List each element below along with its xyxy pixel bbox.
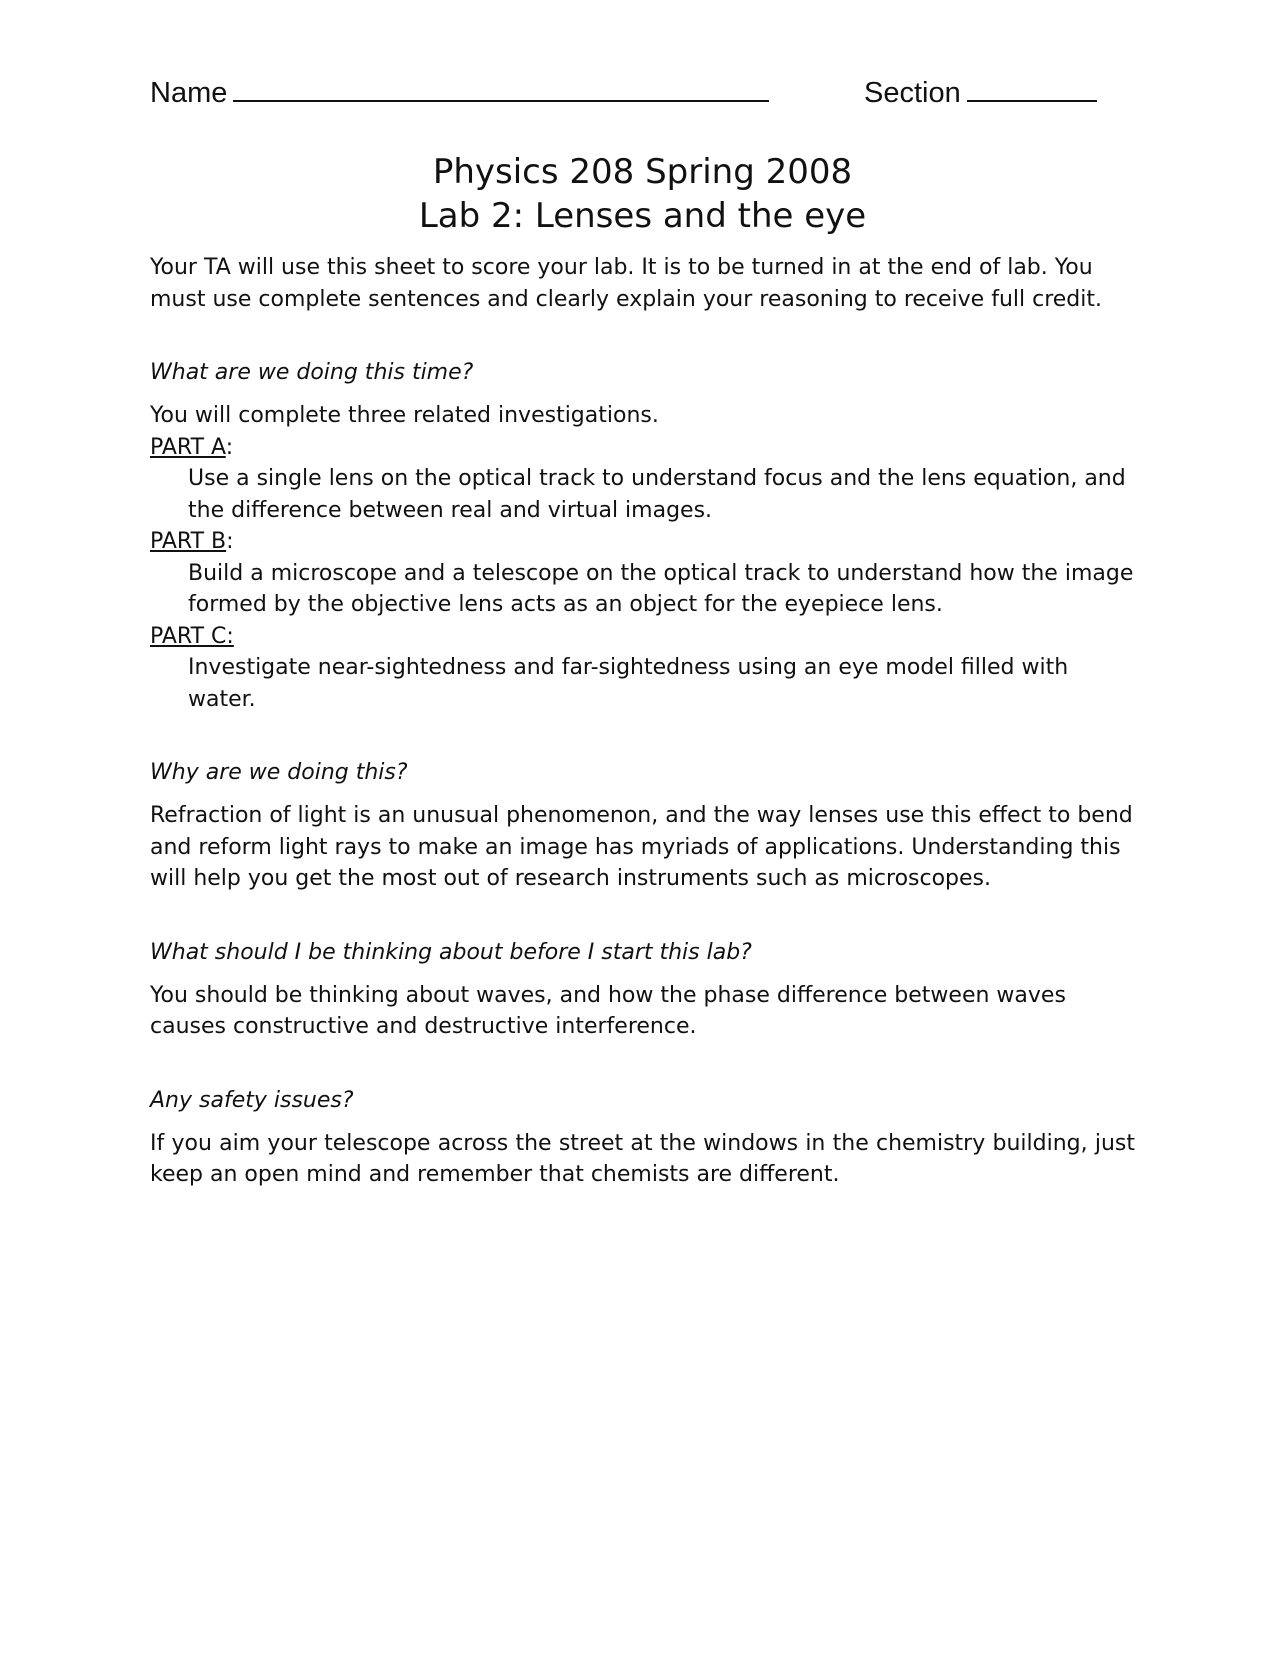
section-field-row: [864, 74, 1097, 110]
name-blank-line: [233, 74, 769, 102]
part-b-text: Build a microscope and a telescope on the optical track to understand how the image formed by the objective lens acts as an object for the eyepiece lens.: [188, 560, 1134, 617]
name-field-row: [150, 74, 769, 110]
part-b-label-row: [150, 526, 1135, 558]
thinking-text: You should be thinking about waves, and how the phase difference between waves causes constructive and destructive interference.: [150, 982, 1066, 1039]
course-title: [150, 150, 1135, 238]
why-text: Refraction of light is an unusual phenomenon, and the way lenses use this effect to bend and reform light rays to make an image has myriads of applications. Understanding this will help you get the most out of research instruments such as microscopes.: [150, 803, 1133, 891]
part-c-label-row: [150, 621, 1135, 653]
part-a-label: PART A: [150, 434, 226, 460]
name-label: Name: [150, 77, 228, 109]
part-c-label: PART C:: [150, 623, 234, 649]
title-line-2: Lab 2: Lenses and the eye: [418, 196, 867, 236]
safety-text: If you aim your telescope across the street at the windows in the chemistry building, just keep an open mind and remember that chemists are different.: [150, 1130, 1135, 1187]
what-intro: You will complete three related investigations.: [150, 403, 659, 428]
part-a-label-row: [150, 432, 1135, 464]
part-b-colon: :: [226, 529, 234, 554]
safety-heading: Any safety issues?: [150, 1087, 354, 1113]
part-a-colon: :: [225, 434, 234, 460]
intro-paragraph: Your TA will use this sheet to score your lab. It is to be turned in at the end of lab. You must use complete sentences and clearly explain your reasoning to receive full credit.: [150, 255, 1103, 312]
part-b-label: PART B: [150, 529, 227, 554]
worksheet-content: [150, 150, 1135, 1191]
part-a-text: Use a single lens on the optical track to understand focus and the lens equation, and the difference between real and virtual images.: [188, 466, 1126, 523]
section-label: Section: [864, 77, 961, 109]
thinking-heading: What should I be thinking about before I start this lab?: [150, 939, 752, 965]
why-heading: Why are we doing this?: [150, 760, 408, 785]
part-c-text: Investigate near-sightedness and far-sightedness using an eye model filled with water.: [188, 655, 1069, 712]
title-line-1: Physics 208 Spring 2008: [432, 152, 853, 192]
what-heading: What are we doing this time?: [150, 360, 474, 385]
section-blank-line: [967, 74, 1097, 102]
